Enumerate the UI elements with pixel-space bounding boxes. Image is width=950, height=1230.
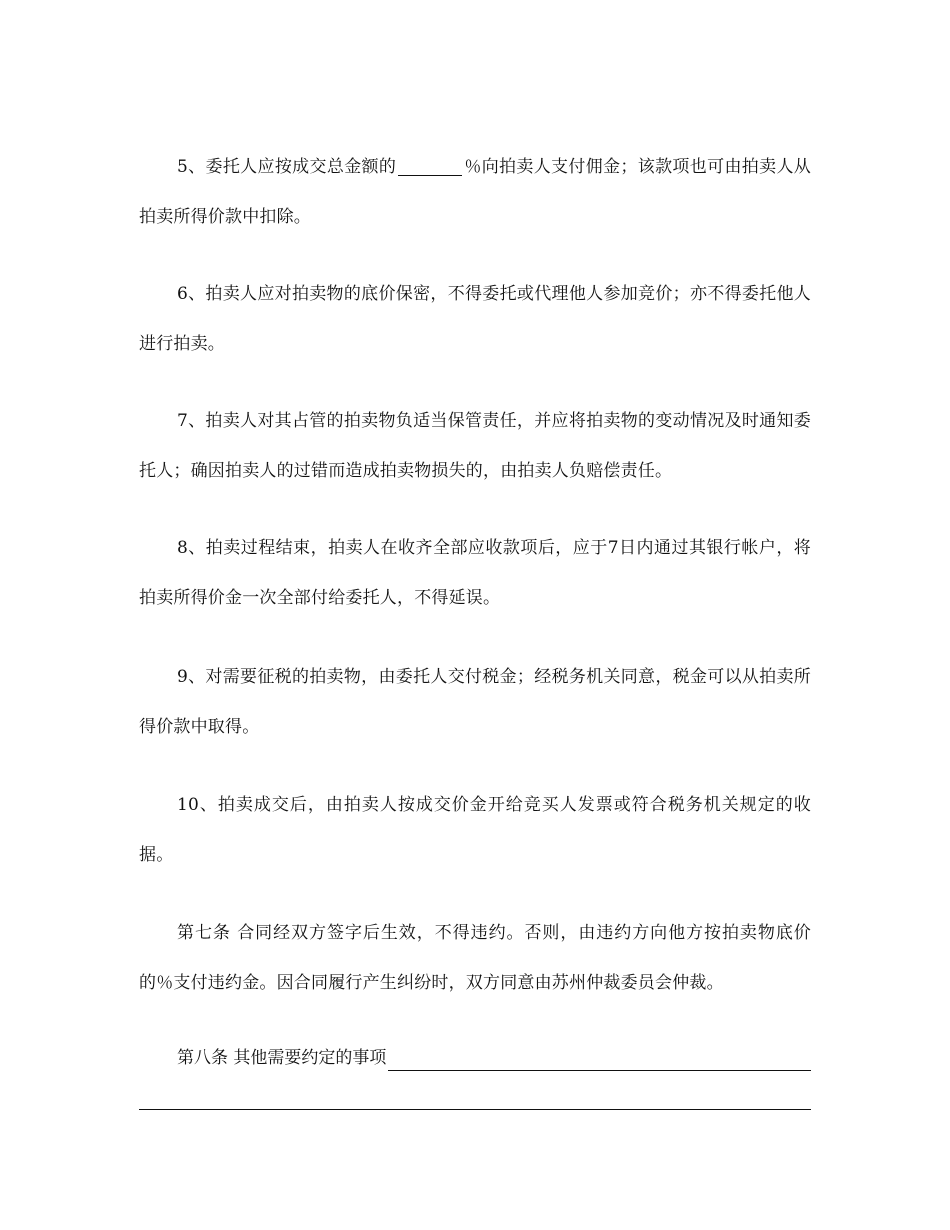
clause-5	[139, 142, 811, 242]
article-8	[139, 1045, 811, 1071]
clause-9: 9、对需要征税的拍卖物，由委托人交付税金；经税务机关同意，税金可以从拍卖所得价款中取得。	[139, 667, 811, 737]
article-8-label: 第八条 其他需要约定的事项	[177, 1048, 387, 1068]
clause-8: 8、拍卖过程结束，拍卖人在收齐全部应收款项后，应于7日内通过其银行帐户，将拍卖所得价金一次全部付给委托人，不得延误。	[139, 538, 811, 608]
clause-10: 10、拍卖成交后，由拍卖人按成交价金开给竞买人发票或符合税务机关规定的收据。	[139, 795, 811, 865]
article-8-blank-line-2[interactable]	[139, 1109, 811, 1110]
clause-7: 7、拍卖人对其占管的拍卖物负适当保管责任，并应将拍卖物的变动情况及时通知委托人；确因拍卖人的过错而造成拍卖物损失的，由拍卖人负赔偿责任。	[139, 411, 811, 481]
clause-5-text-before: 5、委托人应按成交总金额的	[177, 157, 397, 177]
article-7: 第七条 合同经双方签字后生效，不得违约。否则，由违约方向他方按拍卖物底价的％支付违约金。因合同履行产生纠纷时，双方同意由苏州仲裁委员会仲裁。	[139, 923, 811, 993]
clause-5-text-after: ％向拍卖人支付佣金；该款项也可由拍卖人从拍卖所得价款中扣除。	[139, 157, 811, 227]
commission-rate-blank[interactable]	[398, 158, 462, 176]
clause-6: 6、拍卖人应对拍卖物的底价保密，不得委托或代理他人参加竞价；亦不得委托他人进行拍卖。	[139, 284, 811, 354]
article-8-blank-line[interactable]	[388, 1050, 811, 1071]
